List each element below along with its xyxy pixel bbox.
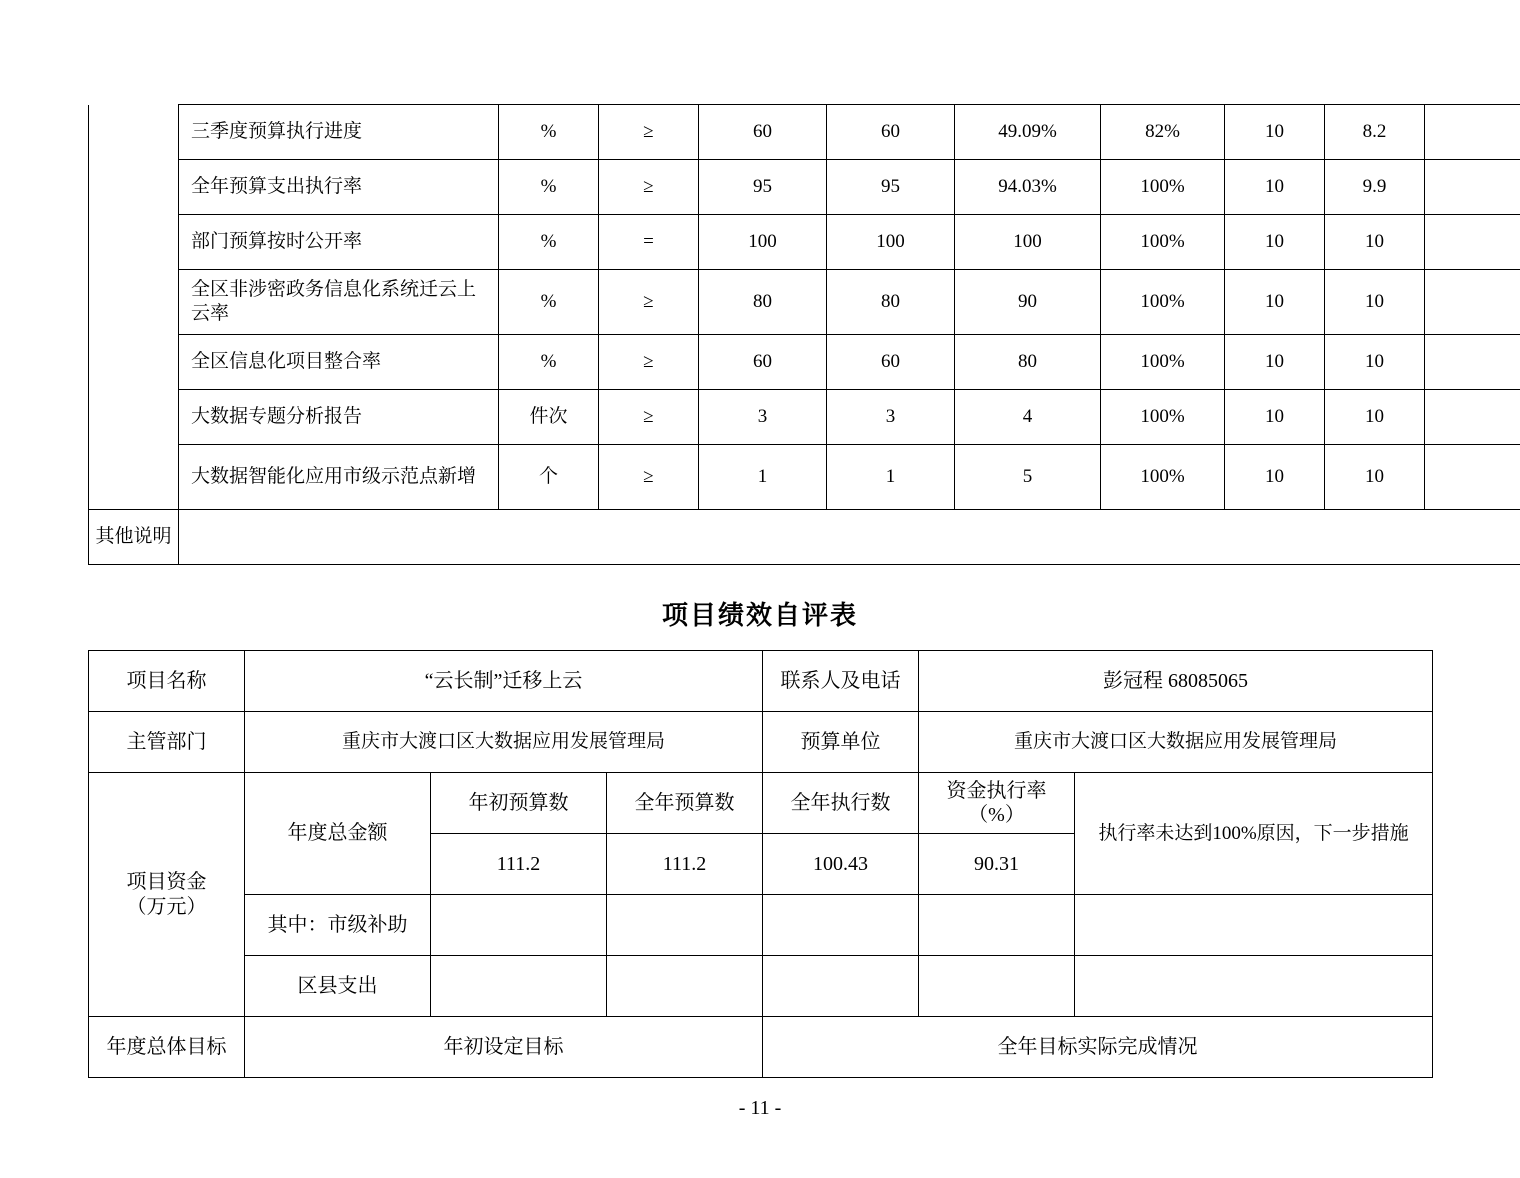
indicator-score-full: 10 [1225,215,1325,270]
budget-unit-label: 预算单位 [763,712,919,773]
project-performance-self-evaluation-table [88,650,1433,1078]
city-subsidy-initial-budget [431,895,607,956]
indicator-value-2: 60 [827,105,955,160]
indicator-value-4: 100% [1101,335,1225,390]
indicator-value-1: 95 [699,160,827,215]
header-reason-text: 执行率未达到100%原因，下一步措施 [1079,822,1428,846]
table-row [89,773,1433,834]
indicator-name: 大数据专题分析报告 [179,390,499,445]
city-subsidy-annual-budget [607,895,763,956]
indicator-value-1: 100 [699,215,827,270]
city-subsidy-reason [1075,895,1433,956]
city-subsidy-annual-exec [763,895,919,956]
table-row [89,895,1433,956]
header-exec-rate-line2: （%） [923,803,1070,827]
table-row [89,160,1520,215]
table-row [89,651,1433,712]
indicator-name: 全年预算支出执行率 [179,160,499,215]
table-row [89,270,1520,335]
indicator-score-actual: 10 [1325,335,1425,390]
table-row [89,712,1433,773]
initial-goal-label: 年初设定目标 [245,1017,763,1078]
indicator-operator: ≥ [599,270,699,335]
indicator-unit: % [499,160,599,215]
indicator-name: 大数据智能化应用市级示范点新增 [179,445,499,510]
indicator-unit: % [499,105,599,160]
funds-label [89,773,245,1017]
indicator-unit: 件次 [499,390,599,445]
table-row [89,390,1520,445]
indicator-operator: = [599,215,699,270]
indicator-value-4: 100% [1101,160,1225,215]
indicator-remark [1425,445,1520,510]
indicator-remark [1425,105,1520,160]
other-note-label: 其他说明 [89,510,179,565]
indicator-value-1: 1 [699,445,827,510]
indicator-value-4: 82% [1101,105,1225,160]
indicator-score-actual: 10 [1325,270,1425,335]
district-expend-annual-budget [607,956,763,1017]
indicator-unit: % [499,270,599,335]
table-row [89,215,1520,270]
indicator-operator: ≥ [599,160,699,215]
indicator-score-full: 10 [1225,160,1325,215]
document-page [0,104,1520,1178]
indicator-value-1: 60 [699,335,827,390]
indicator-value-2: 1 [827,445,955,510]
annual-total-label: 年度总金额 [245,773,431,895]
other-note-value [179,510,1520,565]
indicator-score-actual: 10 [1325,445,1425,510]
table-row [89,445,1520,510]
budget-unit-value: 重庆市大渡口区大数据应用发展管理局 [919,712,1433,773]
header-initial-budget: 年初预算数 [431,773,607,834]
indicator-remark [1425,160,1520,215]
indicator-score-full: 10 [1225,335,1325,390]
indicator-remark [1425,335,1520,390]
indicator-operator: ≥ [599,105,699,160]
indicator-value-4: 100% [1101,215,1225,270]
indicator-score-full: 10 [1225,445,1325,510]
indicator-remark [1425,215,1520,270]
indicator-score-full: 10 [1225,270,1325,335]
city-subsidy-label: 其中：市级补助 [245,895,431,956]
value-annual-budget: 111.2 [607,834,763,895]
indicator-operator: ≥ [599,390,699,445]
indicator-value-2: 3 [827,390,955,445]
indicator-value-1: 3 [699,390,827,445]
funds-label-line2: （万元） [93,895,240,920]
indicator-score-actual: 10 [1325,215,1425,270]
indicator-value-3: 4 [955,390,1101,445]
indicator-unit: % [499,335,599,390]
dept-value: 重庆市大渡口区大数据应用发展管理局 [245,712,763,773]
header-annual-budget: 全年预算数 [607,773,763,834]
indicator-name: 全区非涉密政务信息化系统迁云上云率 [179,270,499,335]
indicator-unit: % [499,215,599,270]
header-exec-rate [919,773,1075,834]
indicator-value-3: 5 [955,445,1101,510]
city-subsidy-exec-rate [919,895,1075,956]
district-expend-reason [1075,956,1433,1017]
indicator-name: 部门预算按时公开率 [179,215,499,270]
funds-label-line1: 项目资金 [93,870,240,895]
value-initial-budget: 111.2 [431,834,607,895]
indicator-value-4: 100% [1101,390,1225,445]
overall-goal-label: 年度总体目标 [89,1017,245,1078]
indicator-value-4: 100% [1101,445,1225,510]
contact-value: 彭冠程 68085065 [919,651,1433,712]
indicator-value-2: 60 [827,335,955,390]
indicator-name: 三季度预算执行进度 [179,105,499,160]
table-row [89,105,1520,160]
indicator-name: 全区信息化项目整合率 [179,335,499,390]
district-expend-annual-exec [763,956,919,1017]
indicator-score-full: 10 [1225,105,1325,160]
indicator-value-3: 90 [955,270,1101,335]
header-exec-rate-line1: 资金执行率 [923,779,1070,803]
table-row [89,1017,1433,1078]
district-expend-exec-rate [919,956,1075,1017]
table-row [89,510,1520,565]
table-row [89,956,1433,1017]
indicator-remark [1425,390,1520,445]
indicator-value-2: 95 [827,160,955,215]
table-row [89,335,1520,390]
project-name-value: “云长制”迁移上云 [245,651,763,712]
district-expend-label: 区县支出 [245,956,431,1017]
indicator-score-actual: 9.9 [1325,160,1425,215]
value-exec-rate: 90.31 [919,834,1075,895]
project-name-label: 项目名称 [89,651,245,712]
page-title: 项目绩效自评表 [88,595,1432,632]
indicator-operator: ≥ [599,335,699,390]
performance-indicator-table [88,104,1520,565]
district-expend-initial-budget [431,956,607,1017]
actual-completion-label: 全年目标实际完成情况 [763,1017,1433,1078]
indicator-value-4: 100% [1101,270,1225,335]
indicator-value-3: 49.09% [955,105,1101,160]
indicator-group-cell [89,105,179,510]
indicator-value-3: 80 [955,335,1101,390]
dept-label: 主管部门 [89,712,245,773]
value-annual-exec: 100.43 [763,834,919,895]
indicator-remark [1425,270,1520,335]
indicator-score-full: 10 [1225,390,1325,445]
indicator-value-1: 60 [699,105,827,160]
indicator-value-3: 100 [955,215,1101,270]
contact-label: 联系人及电话 [763,651,919,712]
indicator-unit: 个 [499,445,599,510]
indicator-value-2: 80 [827,270,955,335]
indicator-value-2: 100 [827,215,955,270]
page-number: - 11 - [0,1097,1520,1120]
header-reason [1075,773,1433,895]
header-annual-exec: 全年执行数 [763,773,919,834]
indicator-value-1: 80 [699,270,827,335]
indicator-score-actual: 10 [1325,390,1425,445]
indicator-score-actual: 8.2 [1325,105,1425,160]
indicator-operator: ≥ [599,445,699,510]
indicator-value-3: 94.03% [955,160,1101,215]
